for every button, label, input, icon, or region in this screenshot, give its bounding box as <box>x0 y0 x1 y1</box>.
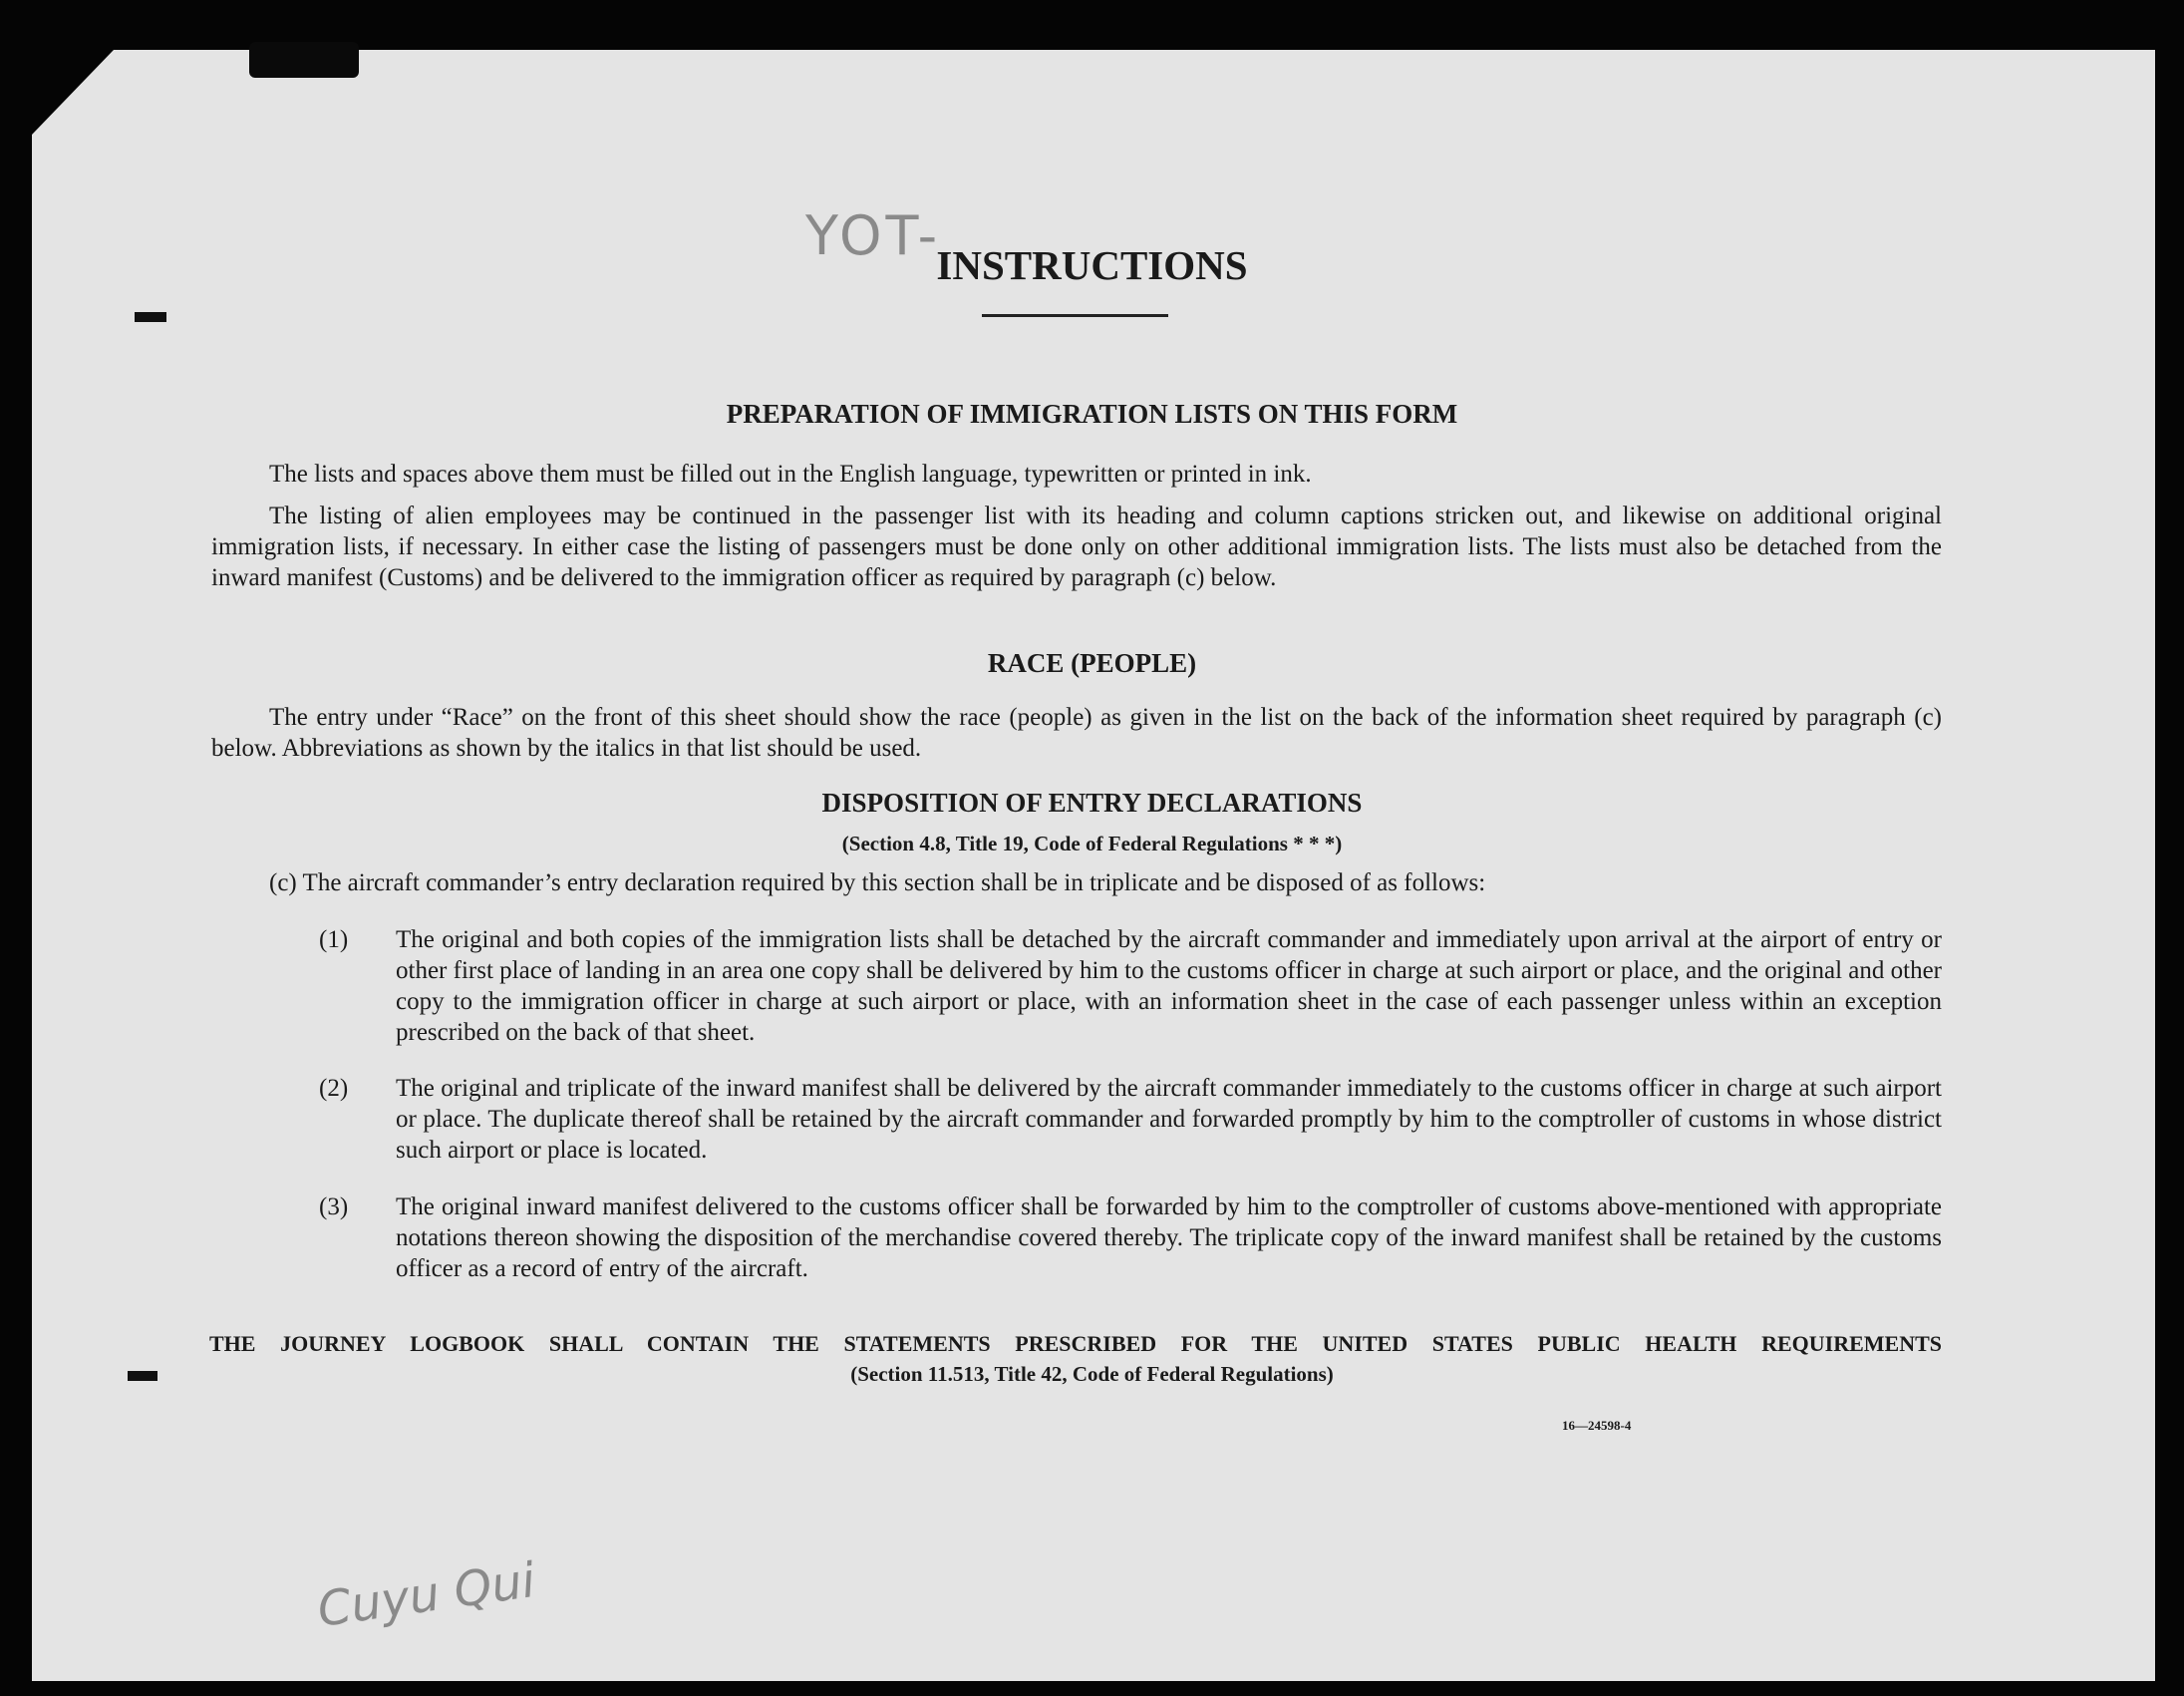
handwritten-note-top: YOT- <box>805 204 942 267</box>
preparation-para-1: The lists and spaces above them must be filled out in the English language, typewritten or printed in ink. <box>269 461 1312 488</box>
document-sheet <box>32 50 2155 1681</box>
footer-citation: (Section 11.513, Title 42, Code of Federal Regulations) <box>850 1362 1334 1386</box>
item-text: The original and triplicate of the inward manifest shall be delivered by the aircraft commander immediately to the customs officer in charge at such airport or place. The duplicate thereof shall be retained by the aircraft commander and forwarded promptly by him to the comptroller of customs in whose district such airport or place is located. <box>396 1075 1942 1164</box>
title-underline <box>982 314 1168 317</box>
disposition-heading: DISPOSITION OF ENTRY DECLARATIONS <box>821 788 1363 818</box>
form-number: 16—24598-4 <box>1562 1418 1632 1433</box>
item-number: (3) <box>319 1193 349 1220</box>
page-title: INSTRUCTIONS <box>936 242 1248 288</box>
item-text: The original and both copies of the immigration lists shall be detached by the aircraft commander and immediately upon arrival at the airport of entry or other first place of landing in an area one copy shall be delivered by him to the customs officer in charge at such airport or place, and the original and other copy to the immigration officer in charge at such airport or place, with an information sheet in the case of each passenger unless within an exception prescribed on the back of that sheet. <box>396 926 1942 1046</box>
edge-notch <box>249 42 359 78</box>
item-number: (1) <box>319 926 349 953</box>
disposition-subheading: (Section 4.8, Title 19, Code of Federal Regulations * * *) <box>841 832 1343 855</box>
preparation-para-2: The listing of alien employees may be continued in the passenger list with its heading and column captions stricken out, and likewise on additional original immigration lists, if necessary. In either case the listing of passengers must be done only on other additional immigration lists. The lists must also be detached from the inward manifest (Customs) and be delivered to the immigration officer as required by paragraph (c) below. <box>211 503 1942 591</box>
race-heading: RACE (PEOPLE) <box>987 648 1197 678</box>
handwritten-note-bottom: Cuyu Qui <box>314 1551 539 1639</box>
race-para: The entry under “Race” on the front of this sheet should show the race (people) as given in the list on the back of the information sheet required by paragraph (c) below. Abbreviations as shown by the italics in that list should be used. <box>211 704 1942 762</box>
item-text: The original inward manifest delivered to the customs officer shall be forwarded by him to the comptroller of customs above-mentioned with appropriate notations thereon showing the disposition of the merchandise covered thereby. The triplicate copy of the inward manifest shall be retained by the customs officer as a record of entry of the aircraft. <box>396 1193 1942 1282</box>
binding-mark <box>135 312 166 322</box>
footer-health-requirements: THE JOURNEY LOGBOOK SHALL CONTAIN THE STATEMENTS PRESCRIBED FOR THE UNITED STATES PUBLIC HEALTH REQUIREMENTS <box>209 1331 1942 1356</box>
item-number: (2) <box>319 1075 349 1102</box>
disposition-intro: (c) The aircraft commander’s entry declaration required by this section shall be in triplicate and be disposed of as follows: <box>269 869 1486 896</box>
preparation-heading: PREPARATION OF IMMIGRATION LISTS ON THIS FORM <box>726 399 1458 429</box>
